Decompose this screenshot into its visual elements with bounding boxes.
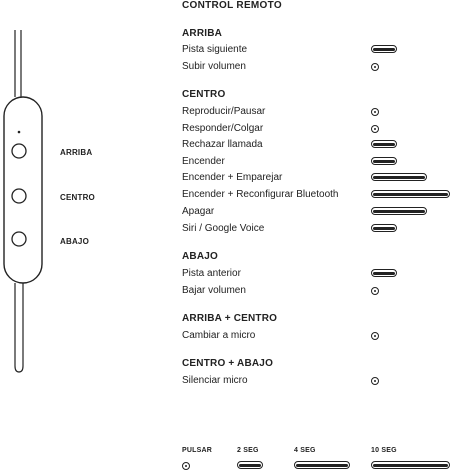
action-row <box>0 123 457 139</box>
hold-2s-icon <box>237 461 263 469</box>
action-row <box>0 189 457 205</box>
action-row <box>0 139 457 155</box>
action-label: Cambiar a micro <box>182 330 256 341</box>
legend-label-4s: 4 SEG <box>294 447 316 454</box>
action-row <box>0 206 457 222</box>
section-title-center: CENTRO <box>182 89 226 100</box>
action-label: Pista siguiente <box>182 44 248 55</box>
action-label: Siri / Google Voice <box>182 223 265 234</box>
action-label: Apagar <box>182 206 215 217</box>
action-label: Encender + Reconfigurar Bluetooth <box>182 189 339 200</box>
press-icon <box>371 125 379 133</box>
hold-4s-icon <box>294 461 350 469</box>
legend-label-2s: 2 SEG <box>237 447 259 454</box>
action-row <box>0 106 457 122</box>
page-title: CONTROL REMOTO <box>182 0 282 11</box>
action-label: Bajar volumen <box>182 285 246 296</box>
hold-duration-icon <box>371 140 397 148</box>
press-icon <box>371 377 379 385</box>
legend-label-press: PULSAR <box>182 447 212 454</box>
button-label-center: CENTRO <box>60 193 95 202</box>
action-row <box>0 375 457 391</box>
section-title-up-center: ARRIBA + CENTRO <box>182 313 278 324</box>
button-label-down: ABAJO <box>60 237 90 246</box>
action-row <box>0 156 457 172</box>
section-title-center-down: CENTRO + ABAJO <box>182 358 274 369</box>
action-label: Rechazar llamada <box>182 139 263 150</box>
action-row <box>0 285 457 301</box>
hold-duration-icon <box>371 224 397 232</box>
section-title-down: ABAJO <box>182 251 219 262</box>
action-row <box>0 223 457 239</box>
hold-10s-icon <box>371 461 450 469</box>
action-label: Subir volumen <box>182 61 246 72</box>
button-label-up: ARRIBA <box>60 148 93 157</box>
action-row <box>0 268 457 284</box>
action-label: Encender <box>182 156 225 167</box>
hold-duration-icon <box>371 190 450 198</box>
action-label: Encender + Emparejar <box>182 172 283 183</box>
hold-duration-icon <box>371 269 397 277</box>
action-row <box>0 172 457 188</box>
press-icon <box>371 332 379 340</box>
action-label: Responder/Colgar <box>182 123 264 134</box>
press-icon <box>182 462 190 470</box>
press-icon <box>371 287 379 295</box>
hold-duration-icon <box>371 45 397 53</box>
hold-duration-icon <box>371 207 427 215</box>
hold-duration-icon <box>371 173 427 181</box>
press-icon <box>371 63 379 71</box>
legend-label-10s: 10 SEG <box>371 447 397 454</box>
section-title-up: ARRIBA <box>182 28 223 39</box>
action-row <box>0 44 457 60</box>
action-label: Silenciar micro <box>182 375 248 386</box>
action-row <box>0 61 457 77</box>
action-row <box>0 330 457 346</box>
press-icon <box>371 108 379 116</box>
action-label: Reproducir/Pausar <box>182 106 266 117</box>
hold-duration-icon <box>371 157 397 165</box>
action-label: Pista anterior <box>182 268 241 279</box>
